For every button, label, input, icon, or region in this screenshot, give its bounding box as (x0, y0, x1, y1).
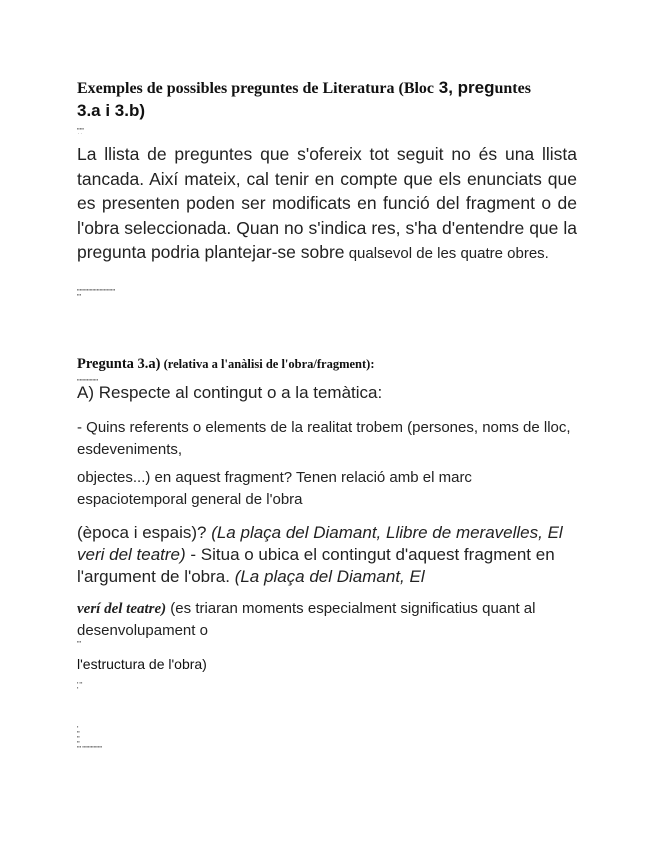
page-title (77, 77, 577, 123)
question-item-4 (77, 598, 577, 642)
question-item-2: objectes...) en aquest fragment? Tenen relació amb el marc espaciotemporal general de l'obra (77, 469, 472, 508)
artifact-mark: ▪▪▪▪▪▪▪▪▪▪▪▪▪▪▪ (77, 377, 99, 382)
section-a-heading: A) Respecte al contingut o a la temàtica: (77, 383, 383, 402)
item4-text: (es triaran moments especialment significatius quant al desenvolupament o (77, 600, 536, 639)
intro-paragraph (77, 142, 577, 267)
artifact-mark: ▪▪▪ (77, 639, 82, 644)
question-label: Pregunta 3.a) (77, 356, 161, 372)
title-line-2: 3.a i 3.b) (77, 101, 146, 120)
artifact-mark: ▪ ▪▪ ▪ (77, 680, 83, 690)
intro-text-small: qualsevol de les quatre obres. (344, 245, 549, 262)
title-part-1: Exemples de possibles preguntes de Literatura (Bloc (77, 80, 435, 97)
item3-works: (La plaça del Diamant, Llibre de meravelles, El veri del teatre) (77, 523, 563, 564)
artifact-mark: ▪ ▪▪ ▪▪ ▪▪ ▪▪▪ ▪▪▪▪▪▪▪▪▪▪▪▪▪▪ (77, 724, 103, 749)
question-item-1: - Quins referents o elements de la realitat trobem (persones, noms de lloc, esdeveniments, (77, 419, 571, 458)
artifact-mark: ▪▪▪▪▪ · · (77, 126, 85, 136)
item3-text: (època i espais)? (77, 523, 207, 542)
question-item-3 (77, 522, 587, 588)
artifact-mark: ▪▪▪▪▪▪▪▪▪▪▪▪▪▪▪▪▪▪▪▪▪▪▪▪▪▪▪ ▪▪▪ (77, 287, 116, 297)
item3-works-2: (La plaça del Diamant, El (229, 567, 425, 586)
intro-text: La llista de preguntes que s'ofereix tot seguit no és una llista tancada. Així mateix, cal tenir en compte que els enunciats que es presenten poden ser modificats en funció del fragment o de l'obra seleccionada. Quan no s'indica res, s'ha d'entendre que la pregunta podria plantejar-se sobre (77, 144, 577, 262)
title-part-2: 3, preg (434, 78, 495, 97)
item3-text-2: - Situa o ubica el contingut d'aquest fragment en l'argument de l'obra. (77, 545, 555, 586)
question-title (77, 356, 577, 373)
question-label-rest: (relativa a l'anàlisi de l'obra/fragment): (160, 357, 375, 371)
question-item-5: l'estructura de l'obra) (77, 656, 207, 672)
item4-work: verí del teatre) (77, 601, 167, 617)
title-part-3: untes (494, 80, 531, 97)
